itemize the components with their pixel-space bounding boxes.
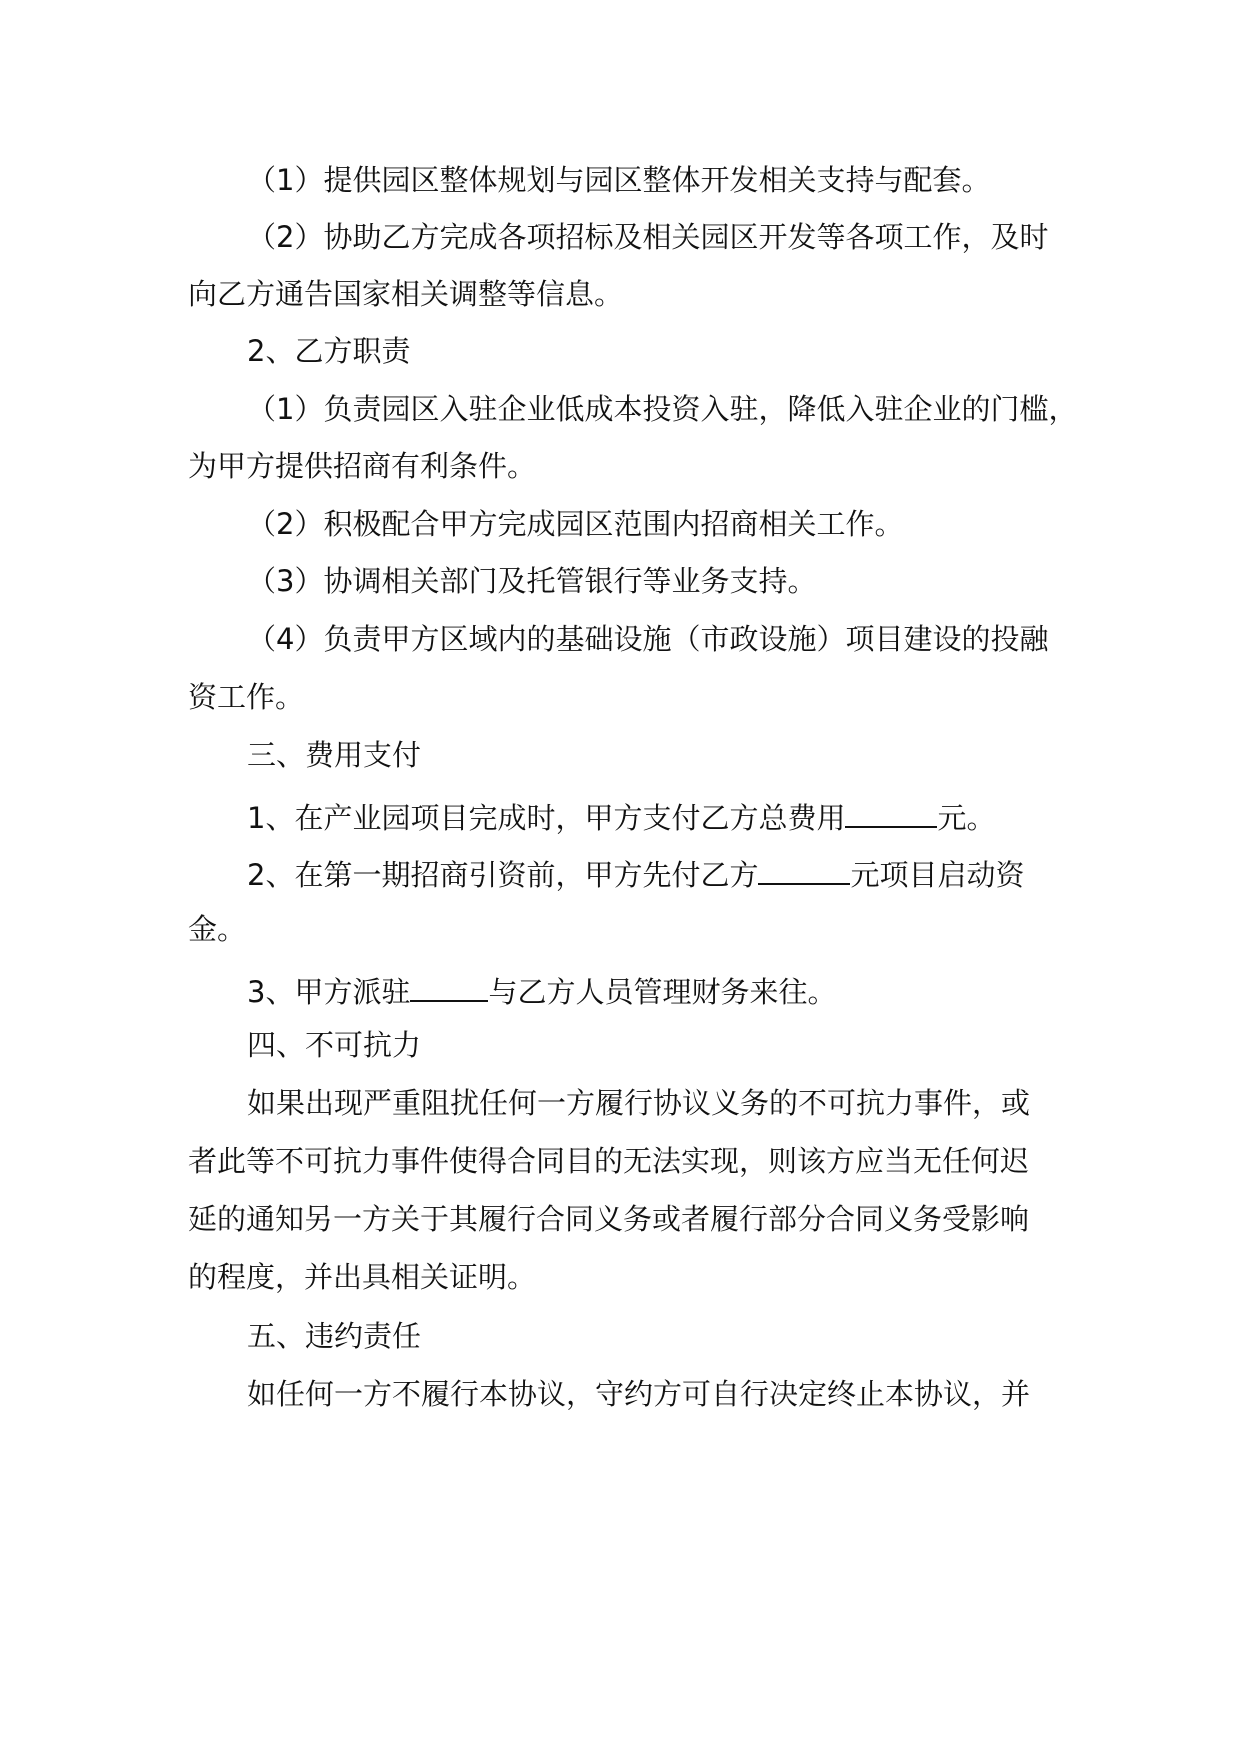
force-majeure-line-4: 的程度，并出具相关证明。: [188, 1260, 537, 1294]
section-heading-force-majeure: 四、不可抗力: [247, 1028, 422, 1062]
payment-clause-2-text: 2、在第一期招商引资前，甲方先付乙方: [247, 858, 759, 892]
clause-2-2: （2）积极配合甲方完成园区范围内招商相关工作。: [247, 507, 904, 541]
section-heading-party-b-duties: 2、乙方职责: [247, 334, 411, 368]
clause-2-1-line-1: （1）负责园区入驻企业低成本投资入驻，降低入驻企业的门槛，: [247, 392, 1078, 426]
breach-liability-line-1: 如任何一方不履行本协议，守约方可自行决定终止本协议，并: [247, 1377, 1031, 1411]
payment-clause-3: [247, 968, 836, 1012]
clause-1-2-line-2: 向乙方通告国家相关调整等信息。: [188, 277, 624, 311]
payment-clause-1: [247, 794, 995, 838]
force-majeure-line-2: 者此等不可抗力事件使得合同目的无法实现，则该方应当无任何迟: [188, 1144, 1030, 1178]
payment-clause-3-text: 3、甲方派驻: [247, 975, 411, 1009]
amount-blank-1: [845, 794, 937, 828]
clause-2-4-line-2: 资工作。: [188, 680, 305, 714]
payment-clause-2-rest: 元项目启动资: [850, 858, 1025, 892]
payment-clause-1-unit: 元。: [937, 801, 996, 835]
clause-1-2-line-1: （2）协助乙方完成各项招标及相关园区开发等各项工作，及时: [247, 220, 1049, 254]
payment-clause-2-line-1: [247, 851, 1024, 895]
payment-clause-3-rest: 与乙方人员管理财务来往。: [488, 975, 837, 1009]
section-heading-payment: 三、费用支付: [247, 738, 422, 772]
personnel-blank: [410, 968, 488, 1002]
clause-1-1: （1）提供园区整体规划与园区整体开发相关支持与配套。: [247, 163, 991, 197]
force-majeure-line-3: 延的通知另一方关于其履行合同义务或者履行部分合同义务受影响: [188, 1202, 1030, 1236]
clause-2-1-line-2: 为甲方提供招商有利条件。: [188, 449, 537, 483]
clause-2-4-line-1: （4）负责甲方区域内的基础设施（市政设施）项目建设的投融: [247, 622, 1049, 656]
payment-clause-2-line-2: 金。: [188, 912, 247, 946]
payment-clause-1-text: 1、在产业园项目完成时，甲方支付乙方总费用: [247, 801, 846, 835]
force-majeure-line-1: 如果出现严重阻扰任何一方履行协议义务的不可抗力事件，或: [247, 1086, 1031, 1120]
clause-2-3: （3）协调相关部门及托管银行等业务支持。: [247, 564, 817, 598]
amount-blank-2: [758, 851, 850, 885]
section-heading-breach-liability: 五、违约责任: [247, 1319, 422, 1353]
